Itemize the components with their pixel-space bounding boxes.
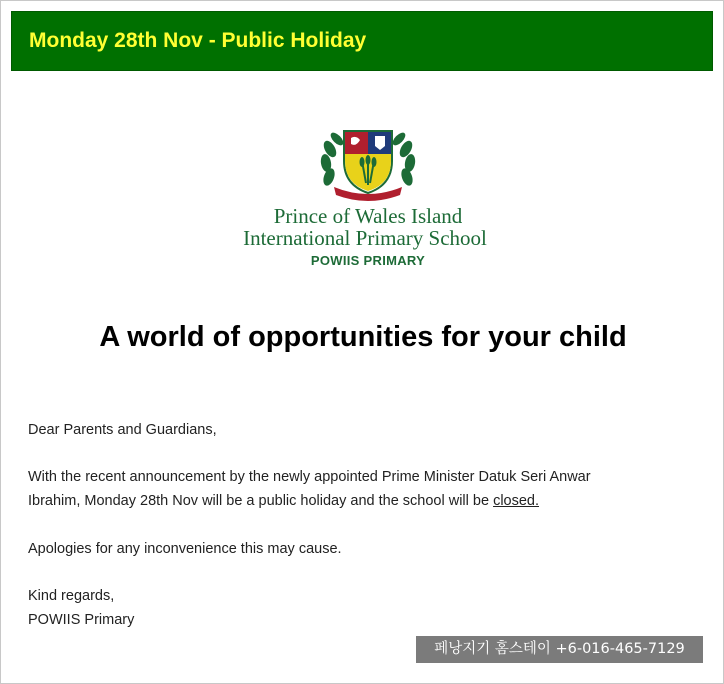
holiday-banner bbox=[11, 11, 713, 71]
banner-title: Monday 28th Nov - Public Holiday bbox=[29, 29, 367, 52]
watermark: 페낭지기 홈스테이 +6-016-465-7129 bbox=[416, 636, 703, 663]
letter-para1-line2-text: Ibrahim, Monday 28th Nov will be a public holiday and the school will be bbox=[28, 493, 494, 509]
letter-signature: POWIIS Primary bbox=[28, 612, 135, 628]
letter-para2: Apologies for any inconvenience this may cause. bbox=[28, 541, 342, 557]
headline: A world of opportunities for your child bbox=[99, 321, 627, 353]
school-name-line1: Prince of Wales Island bbox=[273, 204, 463, 228]
school-short-name: POWIIS PRIMARY bbox=[310, 253, 426, 268]
letter-closing: Kind regards, bbox=[28, 588, 115, 604]
letter-para1-line1: With the recent announcement by the newly appointed Prime Minister Datuk Seri Anwar bbox=[28, 469, 591, 485]
school-crest-icon bbox=[320, 127, 416, 203]
closed-text: closed. bbox=[493, 493, 540, 509]
letter-greeting: Dear Parents and Guardians, bbox=[28, 422, 217, 438]
school-logo bbox=[223, 127, 513, 272]
school-name-line2: International Primary School bbox=[243, 226, 487, 250]
letter-para1-line2 bbox=[28, 490, 539, 512]
